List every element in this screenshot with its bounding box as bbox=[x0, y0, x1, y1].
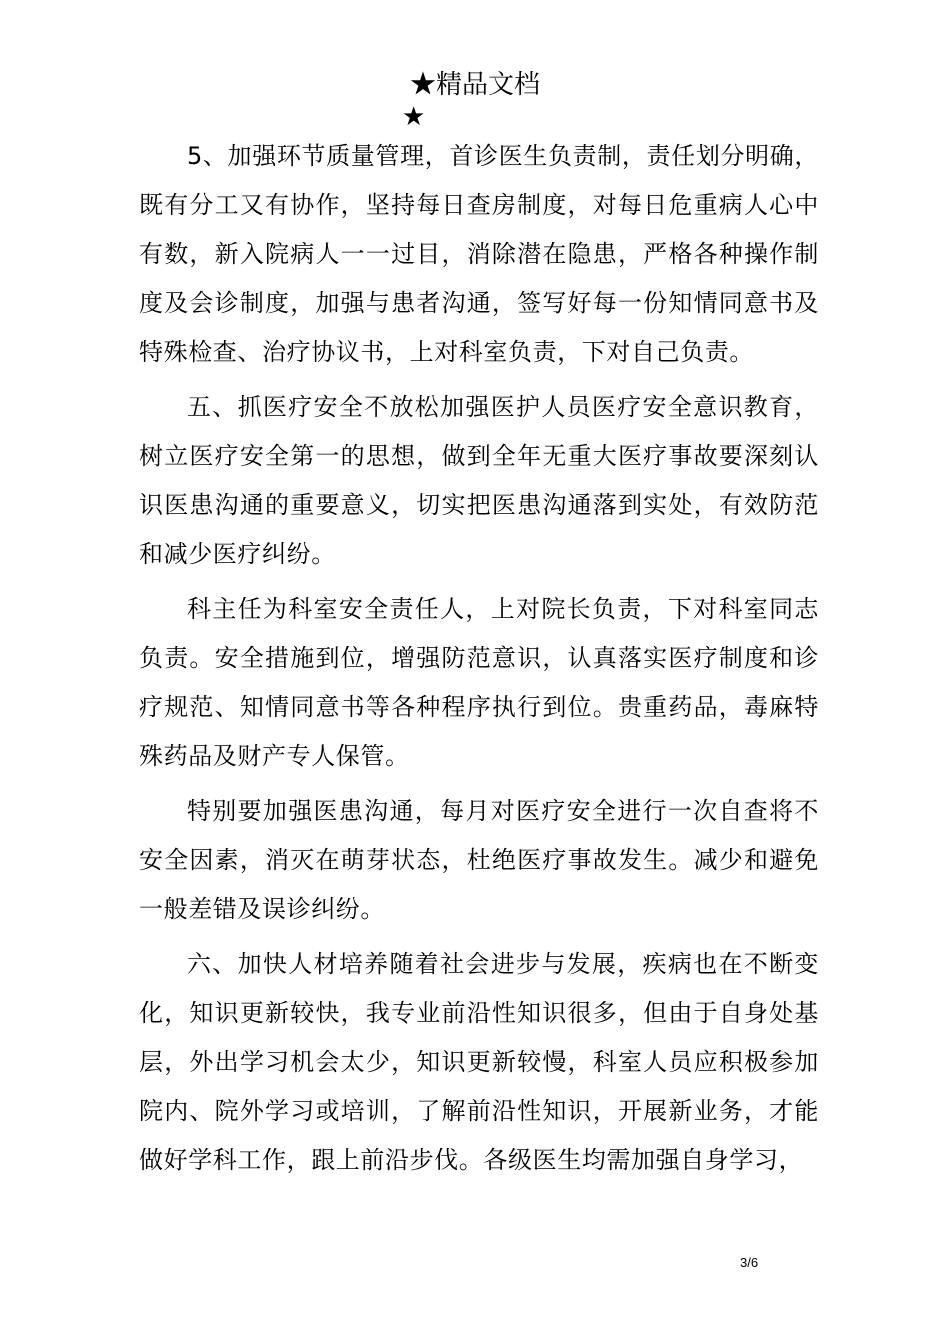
paragraph-2: 五、抓医疗安全不放松加强医护人员医疗安全意识教育，树立医疗安全第一的思想，做到全年无重大医疗事故要深刻认识医患沟通的重要意义，切实把医患沟通落到实处，有效防范和减少医疗纠纷。 bbox=[139, 393, 819, 568]
header-star-icon: ★ bbox=[402, 102, 426, 132]
document-body bbox=[139, 132, 819, 1191]
paragraph-5: 六、加快人材培养随着社会进步与发展，疾病也在不断变化，知识更新较快，我专业前沿性知识很多，但由于自身处基层，外出学习机会太少，知识更新较慢，科室人员应积极参加院内、院外学习或培训，了解前沿性知识，开展新业务，才能做好学科工作，跟上前沿步伐。各级医生均需加强自身学习， bbox=[139, 950, 819, 1174]
page-header-title: ★精品文档 bbox=[409, 70, 540, 100]
paragraph-3: 科主任为科室安全责任人，上对院长负责，下对科室同志负责。安全措施到位，增强防范意识，认真落实医疗制度和诊疗规范、知情同意书等各种程序执行到位。贵重药品，毒麻特殊药品及财产专人保管。 bbox=[139, 595, 819, 770]
paragraph-1: 5、加强环节质量管理，首诊医生负责制，责任划分明确，既有分工又有协作，坚持每日查房制度，对每日危重病人心中有数，新入院病人一一过目，消除潜在隐患，严格各种操作制度及会诊制度，加强与患者沟通，签写好每一份知情同意书及特殊检查、治疗协议书，上对科室负责，下对自己负责。 bbox=[139, 142, 819, 366]
paragraph-4: 特别要加强医患沟通，每月对医疗安全进行一次自查将不安全因素，消灭在萌芽状态，杜绝医疗事故发生。减少和避免一般差错及误诊纠纷。 bbox=[139, 797, 819, 923]
page-number: 3/6 bbox=[740, 1255, 759, 1270]
